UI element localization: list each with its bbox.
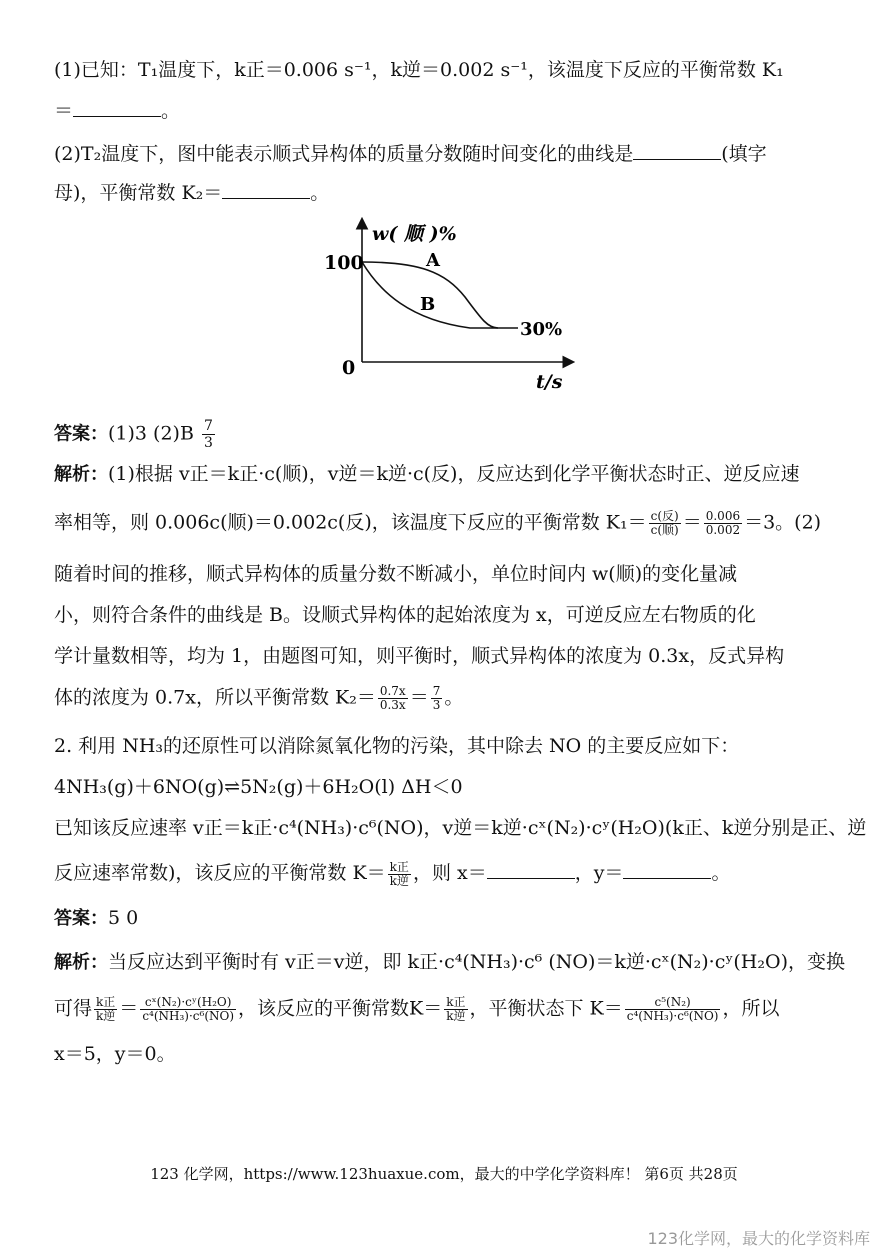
fraction-equilibrium-k [625, 996, 721, 1023]
eq-sign: ＝ [409, 686, 429, 709]
frac-den: k逆 [446, 1009, 466, 1023]
q1-line1: (1)已知：T₁温度下，k正＝0.006 s⁻¹，k逆＝0.002 s⁻¹，该温度下反应的平衡常数 K₁ [54, 59, 784, 81]
q3-line1: 2. 利用 NH₃的还原性可以消除氮氧化物的污染，其中除去 NO 的主要反应如下： [54, 735, 740, 757]
analysis2-text2a: 可得 [54, 997, 93, 1020]
fraction-0.7x-0.3x [378, 685, 408, 712]
frac-num: k正 [96, 995, 116, 1009]
frac-num: k正 [389, 859, 409, 874]
frac-den: k逆 [389, 873, 409, 888]
analysis2-text2d: ，所以 [722, 997, 780, 1020]
answer1-fraction [202, 418, 215, 451]
answer1-label: 答案： [54, 423, 108, 445]
x-axis-label: t/s [536, 371, 563, 393]
analysis1-label: 解析： [54, 464, 108, 485]
q1-line2 [54, 98, 180, 123]
answer1-line [54, 418, 217, 451]
analysis1-line1 [54, 462, 799, 487]
y-top-tick-label: 100 [324, 252, 364, 274]
analysis1-text1: (1)根据 v正＝k正·c(顺)，v逆＝k逆·c(反)，反应达到化学平衡状态时正、逆反应速 [108, 463, 800, 485]
curve-a-label: A [426, 250, 440, 271]
answer1-frac-num: 7 [203, 418, 213, 434]
analysis1-line6 [54, 685, 463, 712]
analysis1-text2a: 率相等，则 0.006c(顺)＝0.002c(反)，该温度下反应的平衡常数 K₁＝ [54, 511, 647, 534]
frac-num: c(反) [650, 509, 679, 523]
fraction-k-ratio [388, 861, 411, 888]
answer2-text: 5 0 [108, 907, 139, 929]
fraction-c-rev-c-cis [649, 510, 681, 537]
q3-line4 [54, 860, 730, 888]
analysis2-text1: 当反应达到平衡时有 v正＝v逆，即 k正·c⁴(NH₃)·c⁶ (NO)＝k逆·cˣ(N₂)·cʸ(H₂O)，变换 [108, 951, 845, 973]
answer1-text: (1)3 (2)B [108, 422, 194, 445]
analysis1-line4: 小，则符合条件的曲线是 B。设顺式异构体的起始浓度为 x，可逆反应左右物质的化 [54, 604, 756, 626]
frac-den: c⁴(NH₃)·c⁶(NO) [626, 1009, 719, 1023]
frac-num: c⁵(N₂) [625, 996, 721, 1010]
curve-a [362, 262, 518, 328]
q3-text4b: ，则 x＝ [412, 862, 487, 884]
fraction-k-ratio-1 [94, 996, 117, 1023]
analysis1-text6b: 。 [444, 686, 464, 709]
q3-equation: 4NH₃(g)＋6NO(g)⇌5N₂(g)＋6H₂O(l) ΔH＜0 [54, 776, 463, 798]
fraction-k-values [704, 510, 742, 537]
q3-line3: 已知该反应速率 v正＝k正·c⁴(NH₃)·c⁶(NO)，v逆＝k逆·cˣ(N₂)·cʸ(H₂O)(k正、k逆分别是正、逆 [54, 817, 867, 839]
answer2-line [54, 906, 138, 931]
curve-b-label: B [420, 294, 436, 315]
q2-k2-text: 母)，平衡常数 K₂＝ [54, 182, 223, 204]
frac-num: cˣ(N₂)·cʸ(H₂O) [140, 996, 236, 1010]
frac-den: k逆 [96, 1009, 116, 1023]
watermark: 123化学网，最大的化学资料库 [647, 1229, 870, 1248]
origin-label: 0 [342, 357, 356, 379]
answer2-label: 答案： [54, 908, 108, 929]
frac-num: 0.7x [379, 684, 406, 698]
q2-text: (2)T₂温度下，图中能表示顺式异构体的质量分数随时间变化的曲线是 [54, 143, 634, 165]
answer1-frac-den: 3 [203, 435, 213, 451]
analysis1-text6a: 体的浓度为 0.7x，所以平衡常数 K₂＝ [54, 686, 376, 709]
frac-num: 0.006 [705, 509, 741, 523]
frac-num: k正 [446, 995, 466, 1009]
eq-sign: ＝ [119, 997, 139, 1020]
analysis2-text2c: ，平衡状态下 K＝ [469, 997, 623, 1020]
q1-answer-blank [73, 98, 161, 117]
eq-sign: ＝ [682, 511, 702, 534]
analysis2-line1 [54, 950, 845, 975]
analysis2-label: 解析： [54, 952, 108, 973]
analysis2-line2 [54, 996, 779, 1023]
fraction-rate-ratio [140, 996, 236, 1023]
frac-den: c⁴(NH₃)·c⁶(NO) [142, 1009, 235, 1023]
analysis1-line5: 学计量数相等，均为 1，由题图可知，则平衡时，顺式异构体的浓度为 0.3x，反式异构 [54, 645, 785, 667]
analysis2-text2b: ，该反应的平衡常数K＝ [238, 997, 443, 1020]
q2-line2 [54, 180, 329, 205]
q2-curve-blank [633, 141, 721, 160]
page-footer: 123 化学网，https://www.123huaxue.com，最大的中学化学资料库！ 第6页 共28页 [150, 1165, 738, 1183]
q2-period: 。 [310, 182, 330, 204]
frac-den: 0.002 [705, 523, 741, 537]
analysis1-line3: 随着时间的推移，顺式异构体的质量分数不断减小，单位时间内 w(顺)的变化量减 [54, 563, 738, 585]
q2-line1 [54, 141, 767, 166]
q1-eq-sign: ＝ [54, 100, 74, 122]
analysis1-line2 [54, 510, 821, 537]
analysis2-line3: x＝5，y＝0。 [54, 1043, 176, 1065]
frac-den: 3 [432, 698, 441, 712]
q3-text4c: ，y＝ [574, 862, 624, 884]
q2-text-suffix: (填字 [721, 143, 767, 165]
frac-den: 0.3x [379, 698, 406, 712]
end-value-label: 30% [520, 319, 563, 340]
analysis1-text2b: ＝3。(2) [744, 511, 822, 534]
concentration-time-figure [310, 212, 590, 397]
q3-text4d: 。 [711, 862, 731, 884]
q3-x-blank [487, 860, 575, 879]
q3-text4a: 反应速率常数)，该反应的平衡常数 K＝ [54, 862, 386, 884]
q1-period: 。 [161, 100, 181, 122]
q2-k2-blank [222, 180, 310, 199]
fraction-k-ratio-2 [444, 996, 467, 1023]
y-axis-label: w( 顺 )% [372, 223, 457, 245]
frac-den: c(顺) [650, 523, 679, 537]
frac-num: 7 [432, 684, 441, 698]
q3-y-blank [623, 860, 711, 879]
fraction-7-3 [431, 685, 443, 712]
